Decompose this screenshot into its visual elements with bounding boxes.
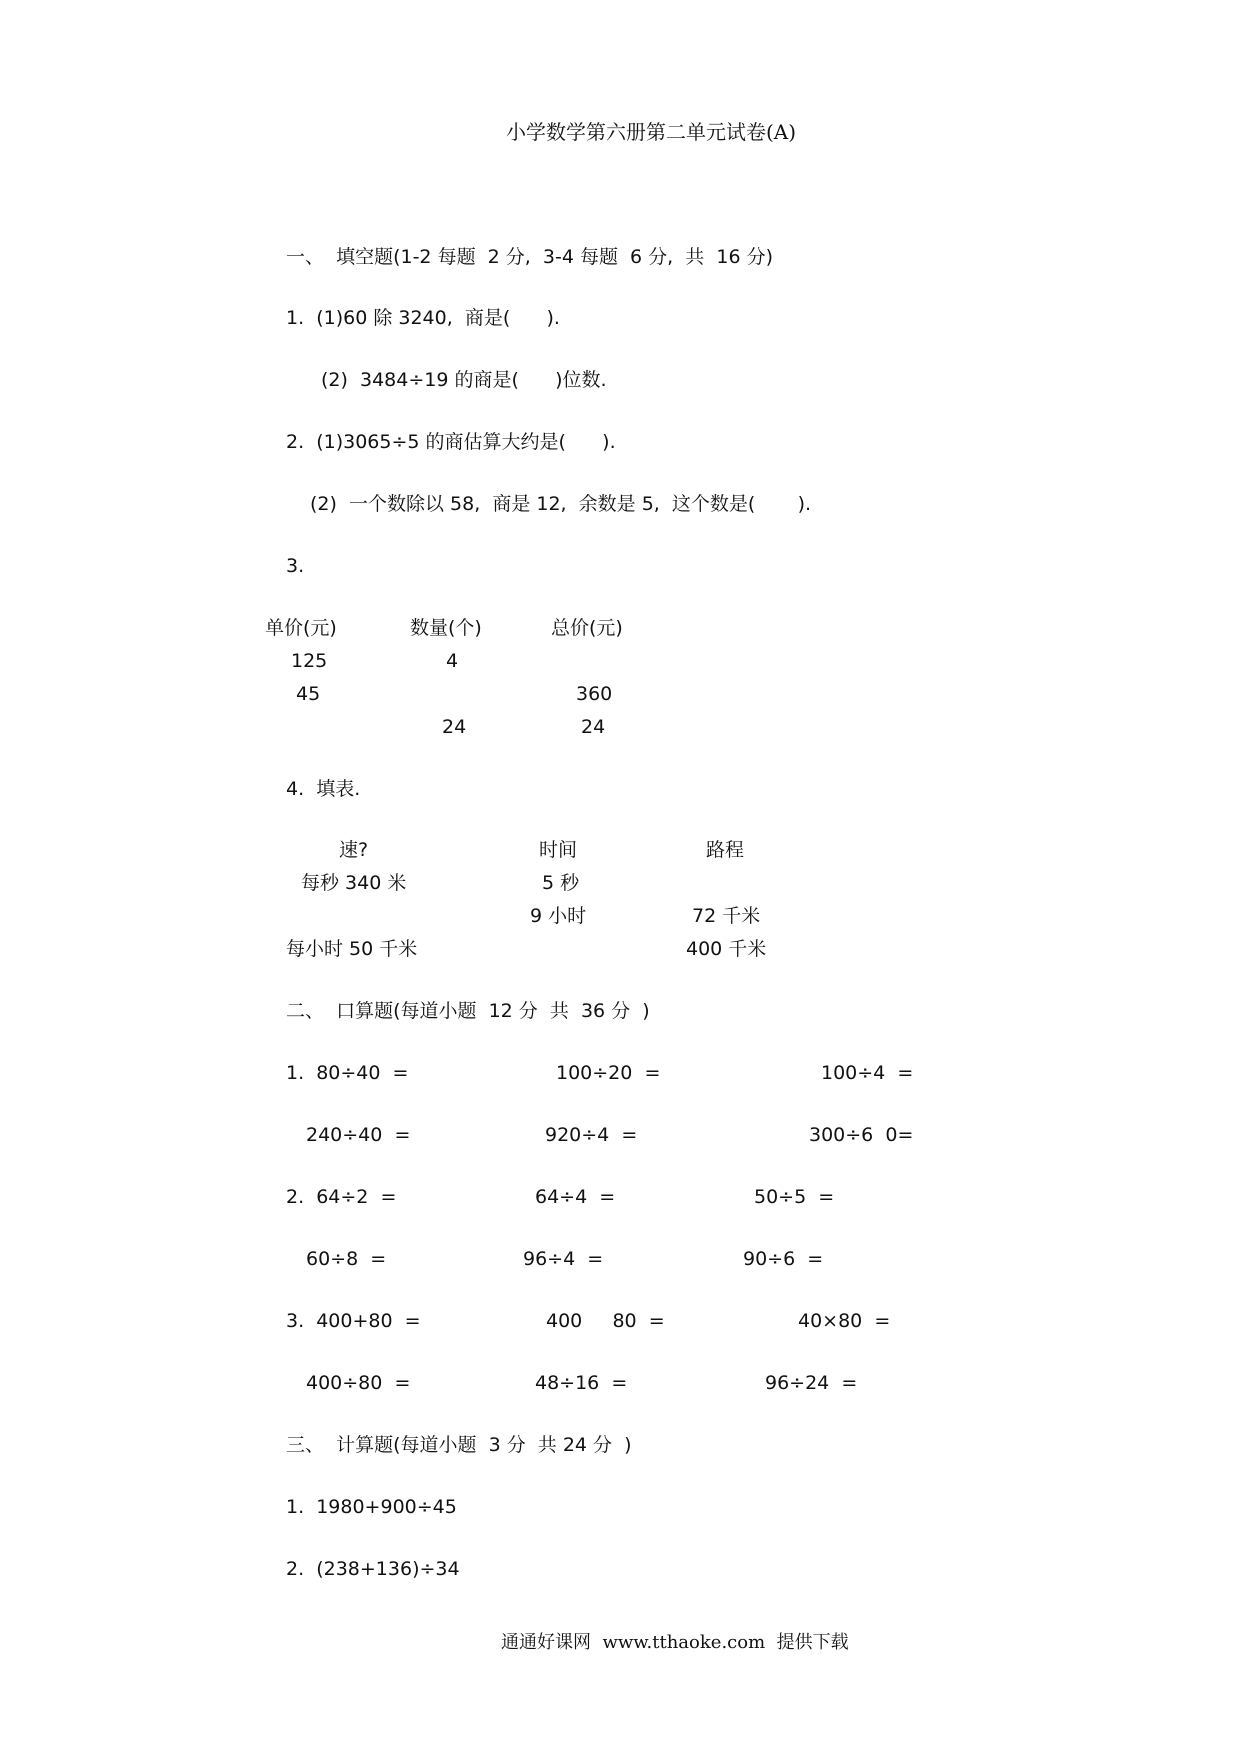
table-header: 路程 bbox=[706, 839, 745, 861]
table-header: 数量(个) bbox=[410, 617, 482, 639]
oral-problem: 300÷6 0= bbox=[809, 1124, 914, 1146]
oral-problem: 400÷80 = bbox=[306, 1372, 411, 1394]
oral-problem: 50÷5 = bbox=[754, 1186, 835, 1208]
oral-problem: 1. 80÷40 = bbox=[286, 1062, 409, 1084]
section3-heading: 三、 计算题(每道小题 3 分 共 24 分 ) bbox=[286, 1434, 632, 1456]
calc-problem-1: 1. 1980+900÷45 bbox=[286, 1496, 457, 1518]
oral-problem: 96÷4 = bbox=[523, 1248, 604, 1270]
oral-problem: 400 80 = bbox=[546, 1310, 665, 1332]
table-header: 总价(元) bbox=[551, 617, 623, 639]
table-cell: 24 bbox=[442, 716, 467, 738]
table-cell: 5 秒 bbox=[542, 872, 580, 894]
table-cell: 每小时 50 千米 bbox=[286, 938, 418, 960]
oral-problem: 240÷40 = bbox=[306, 1124, 411, 1146]
question-1a: 1. (1)60 除 3240, 商是( ). bbox=[286, 307, 560, 329]
oral-problem: 3. 400+80 = bbox=[286, 1310, 421, 1332]
table-header: 单价(元) bbox=[265, 617, 337, 639]
question-1b: (2) 3484÷19 的商是( )位数. bbox=[321, 369, 607, 391]
table-cell: 45 bbox=[296, 683, 321, 705]
section1-heading: 一、 填空题(1-2 每题 2 分, 3-4 每题 6 分, 共 16 分) bbox=[286, 246, 773, 268]
table-header: 时间 bbox=[539, 839, 578, 861]
oral-problem: 2. 64÷2 = bbox=[286, 1186, 397, 1208]
table-cell: 125 bbox=[291, 650, 328, 672]
oral-problem: 920÷4 = bbox=[545, 1124, 638, 1146]
oral-problem: 64÷4 = bbox=[535, 1186, 616, 1208]
oral-problem: 40×80 = bbox=[798, 1310, 891, 1332]
question-4: 4. 填表. bbox=[286, 778, 361, 800]
oral-problem: 48÷16 = bbox=[535, 1372, 628, 1394]
oral-problem: 96÷24 = bbox=[765, 1372, 858, 1394]
page-title: 小学数学第六册第二单元试卷(A) bbox=[506, 120, 797, 144]
table-cell: 400 千米 bbox=[686, 938, 767, 960]
page-footer: 通通好课网 www.tthaoke.com 提供下载 bbox=[501, 1632, 849, 1653]
table-cell: 24 bbox=[581, 716, 606, 738]
question-2b: (2) 一个数除以 58, 商是 12, 余数是 5, 这个数是( ). bbox=[310, 493, 812, 515]
oral-problem: 100÷4 = bbox=[821, 1062, 914, 1084]
calc-problem-2: 2. (238+136)÷34 bbox=[286, 1558, 460, 1580]
table-header: 速? bbox=[339, 839, 369, 861]
table-cell: 4 bbox=[446, 650, 459, 672]
table-cell: 每秒 340 米 bbox=[301, 872, 407, 894]
oral-problem: 60÷8 = bbox=[306, 1248, 387, 1270]
question-2a: 2. (1)3065÷5 的商估算大约是( ). bbox=[286, 431, 616, 453]
table-cell: 360 bbox=[576, 683, 613, 705]
oral-problem: 100÷20 = bbox=[556, 1062, 661, 1084]
section2-heading: 二、 口算题(每道小题 12 分 共 36 分 ) bbox=[286, 1000, 650, 1022]
question-3: 3. bbox=[286, 555, 305, 577]
oral-problem: 90÷6 = bbox=[743, 1248, 824, 1270]
table-cell: 9 小时 bbox=[530, 905, 587, 927]
table-cell: 72 千米 bbox=[692, 905, 761, 927]
